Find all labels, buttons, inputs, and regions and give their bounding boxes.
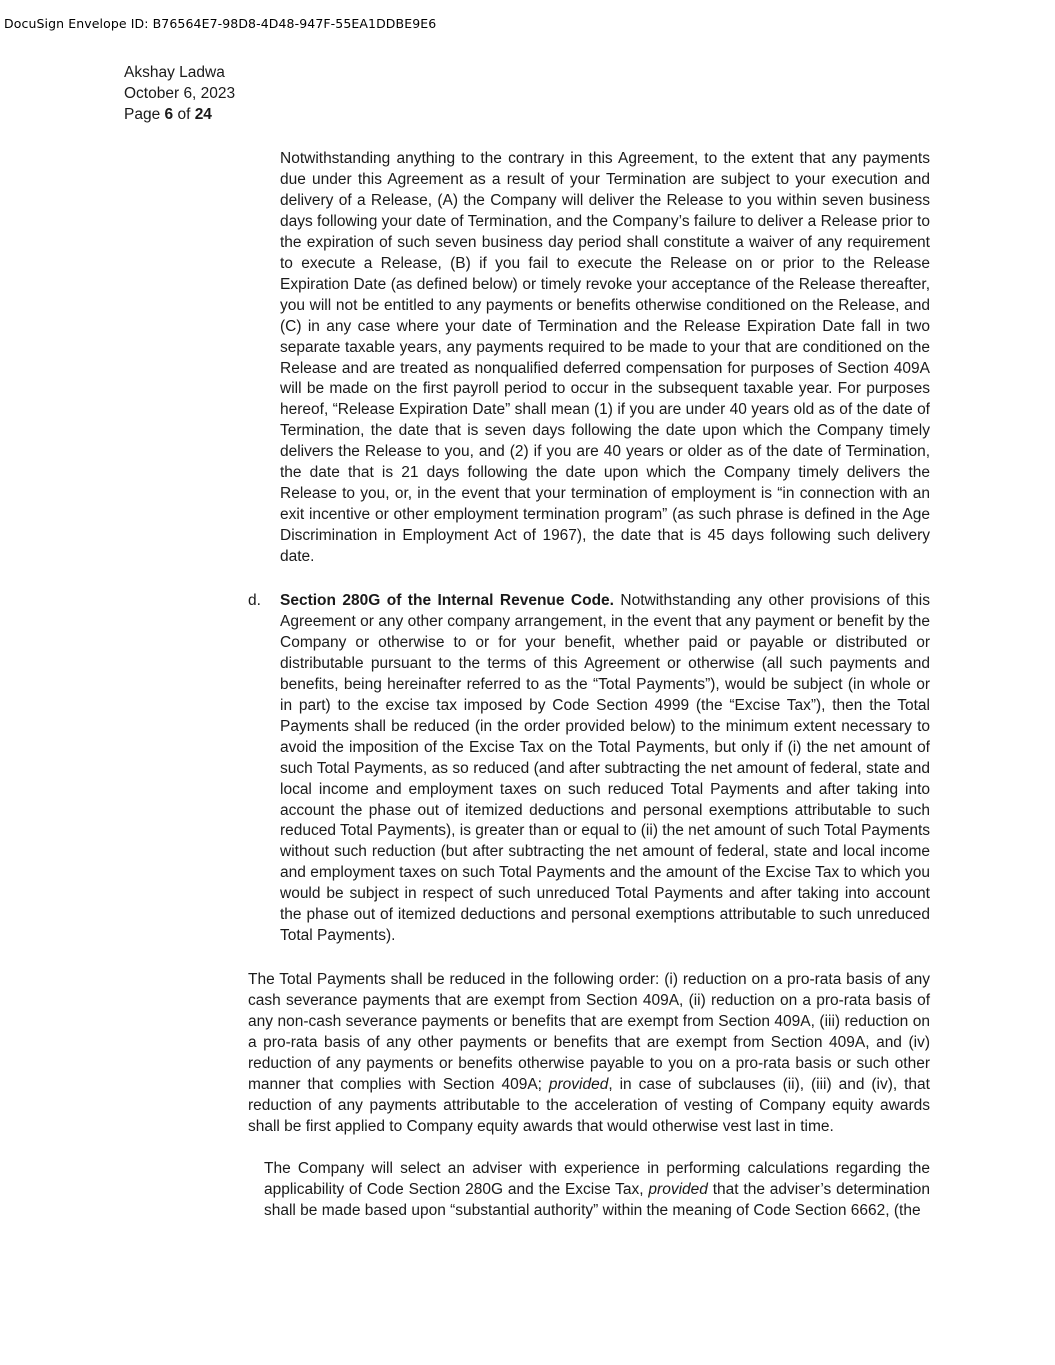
adviser-text-1: The Company will select an adviser with experience in performing calculations regarding the applicability of Code Section 280G and the Excise Tax, [264, 1160, 930, 1198]
adviser-text-2: that the adviser’s determination shall be made based upon “substantial authority” within the meaning of Code Section 6662, (the [264, 1180, 930, 1219]
page-prefix: Page [124, 106, 165, 123]
letter-date: October 6, 2023 [124, 85, 236, 102]
section-d-heading: Section 280G of the Internal Revenue Code. [280, 592, 614, 609]
reduction-order-provided: provided [548, 1075, 609, 1093]
reduction-order-text-2: , in case of subclauses (ii), (iii) and (iv), that reduction of any payments attributable to the acceleration of vesting of Company equity awards shall be first applied to Company equity awards that would otherwise vest last in time. [248, 1075, 930, 1135]
adviser-paragraph [264, 1159, 930, 1222]
section-d-marker: d. [248, 592, 261, 609]
adviser-provided: provided [648, 1180, 708, 1198]
section-d-body [280, 591, 930, 947]
section-d-280g [248, 591, 930, 947]
page-indicator [124, 104, 235, 125]
page-of: of [173, 106, 195, 123]
page-total: 24 [194, 106, 212, 123]
recipient-name: Akshay Ladwa [124, 64, 225, 81]
letter-header [124, 62, 235, 125]
reduction-order-paragraph [248, 970, 930, 1138]
release-expiration-paragraph: Notwithstanding anything to the contrary in this Agreement, to the extent that any payments due under this Agreement as a result of your Termination are subject to your execution and delivery of a Release, (A) the Company will deliver the Release to you within seven business days following your date of Termination, and the Company’s failure to deliver a Release prior to the expiration of such seven business day period shall constitute a waiver of any requirement to execute a Release, (B) if you fail to execute the Release on or prior to the Release Expiration Date (as defined below) or timely revoke your acceptance of the Release thereafter, you will not be entitled to any payments or benefits otherwise conditioned on the Release, and (C) in any case where your date of Termination and the Release Expiration Date fall in two separate taxable years, any payments required to be made to your that are conditioned on the Release and are treated as nonqualified deferred compensation for purposes of Section 409A will be made on the first payroll period to occur in the subsequent taxable year. For purposes hereof, “Release Expiration Date” shall mean (1) if you are under 40 years old as of the date of Termination, the date that is seven days following the date upon which the Company timely delivers the Release to you, and (2) if you are 40 years or older as of the date of Termination, the date that is 21 days following the date upon which the Company timely delivers the Release to you, or, in the event that your termination of employment is “in connection with an exit incentive or other employment termination program” (as such phrase is defined in the Age Discrimination in Employment Act of 1967), the date that is 45 days following such delivery date. [280, 150, 930, 566]
reduction-order-text-1: The Total Payments shall be reduced in the following order: (i) reduction on a pro-rata basis of any cash severance payments that are exempt from Section 409A, (ii) reduction on a pro-rata basis of any non-cash severance payments or benefits that are exempt from Section 409A, (iii) reduction on a pro-rata basis of any other payments or benefits that are exempt from Section 409A, and (iv) reduction of any payments or benefits otherwise payable to you on a pro-rata basis or such other manner that complies with Section 409A; [248, 971, 930, 1093]
docusign-envelope-id: DocuSign Envelope ID: B76564E7-98D8-4D48-947F-55EA1DDBE9E6 [4, 16, 437, 31]
page-number: 6 [164, 106, 174, 123]
section-d-text: Notwithstanding any other provisions of this Agreement or any other company arrangement, in the event that any payment or benefit by the Company or otherwise to or for your benefit, whether paid or payable or distributed or distributable pursuant to the terms of this Agreement or otherwise (all such payments and benefits, being hereinafter referred to as the “Total Payments”), would be subject (in whole or in part) to the excise tax imposed by Code Section 4999 (the “Excise Tax”), then the Total Payments shall be reduced (in the order provided below) to the minimum extent necessary to avoid the imposition of the Excise Tax on the Total Payments, but only if (i) the net amount of such Total Payments, as so reduced (and after subtracting the net amount of federal, state and local income and employment taxes on such reduced Total Payments and after taking into account the phase out of itemized deductions and personal exemptions attributable to such reduced Total Payments), is greater than or equal to (ii) the net amount of such Total Payments without such reduction (but after subtracting the net amount of federal, state and local income and employment taxes on such Total Payments and the amount of the Excise Tax to which you would be subject in respect of such unreduced Total Payments and after taking into account the phase out of itemized deductions and personal exemptions attributable to such unreduced Total Payments). [280, 592, 930, 945]
